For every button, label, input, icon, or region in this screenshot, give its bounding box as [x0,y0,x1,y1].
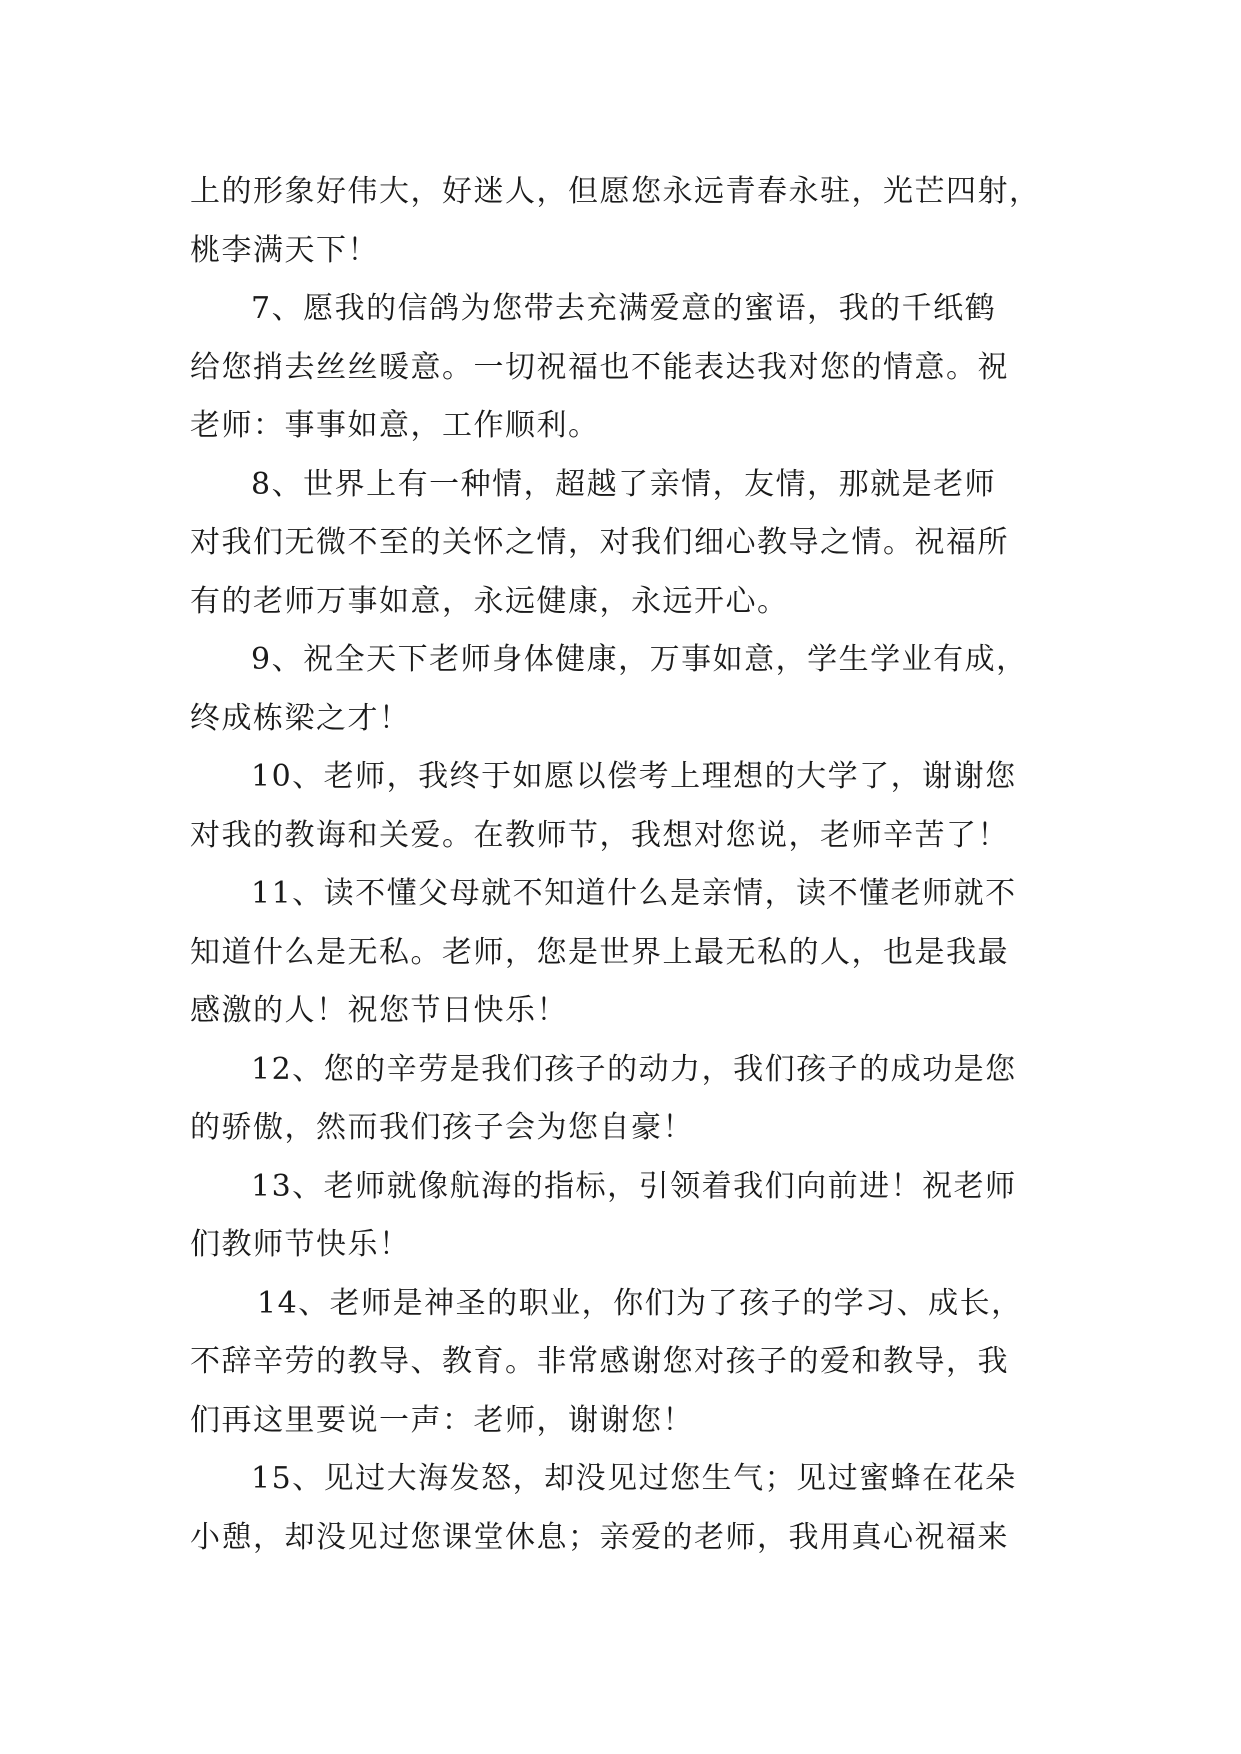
text-line: 终成栋梁之才！ [190,700,411,736]
text-line: 桃李满天下！ [190,232,379,268]
text-line: 感激的人！祝您节日快乐！ [190,993,568,1028]
text-line: 小憩，却没见过您课堂休息；亲爱的老师，我用真心祝福来 [190,1519,1009,1555]
paragraph-7-start: 7、愿我的信鸽为您带去充满爱意的蜜语，我的千纸鹤 [251,291,997,326]
document-body [190,163,1060,1567]
paragraph-9-start: 9、祝全天下老师身体健康，万事如意，学生学业有成， [251,642,1028,677]
paragraph-12-start: 12、您的辛劳是我们孩子的动力，我们孩子的成功是您 [251,1051,1017,1087]
text-line: 的骄傲，然而我们孩子会为您自豪！ [190,1110,694,1145]
paragraph-14-start: 14、老师是神圣的职业，你们为了孩子的学习、成长， [257,1285,1023,1321]
text-line: 给您捎去丝丝暖意。一切祝福也不能表达我对您的情意。祝 [190,349,1009,385]
paragraph-15-start: 15、见过大海发怒，却没见过您生气；见过蜜蜂在花朵 [251,1461,1017,1496]
paragraph-8-start: 8、世界上有一种情，超越了亲情，友情，那就是老师 [251,466,997,502]
text-line: 上的形象好伟大，好迷人，但愿您永远青春永驻，光芒四射， [190,174,1041,209]
text-line: 们再这里要说一声：老师，谢谢您！ [190,1402,694,1438]
text-line: 们教师节快乐！ [190,1227,411,1262]
text-line: 有的老师万事如意，永远健康，永远开心。 [190,583,789,619]
paragraph-11-start: 11、读不懂父母就不知道什么是亲情，读不懂老师就不 [251,876,1017,911]
text-line: 老师：事事如意，工作顺利。 [190,408,600,443]
text-line: 不辞辛劳的教导、教育。非常感谢您对孩子的爱和教导，我 [190,1344,1009,1379]
paragraph-13-start: 13、老师就像航海的指标，引领着我们向前进！祝老师 [251,1168,1017,1204]
text-line: 对我的教诲和关爱。在教师节，我想对您说，老师辛苦了！ [190,817,1009,853]
text-line: 对我们无微不至的关怀之情，对我们细心教导之情。祝福所 [190,525,1009,560]
text-line: 知道什么是无私。老师，您是世界上最无私的人，也是我最 [190,934,1009,970]
paragraph-10-start: 10、老师，我终于如愿以偿考上理想的大学了，谢谢您 [251,759,1017,794]
